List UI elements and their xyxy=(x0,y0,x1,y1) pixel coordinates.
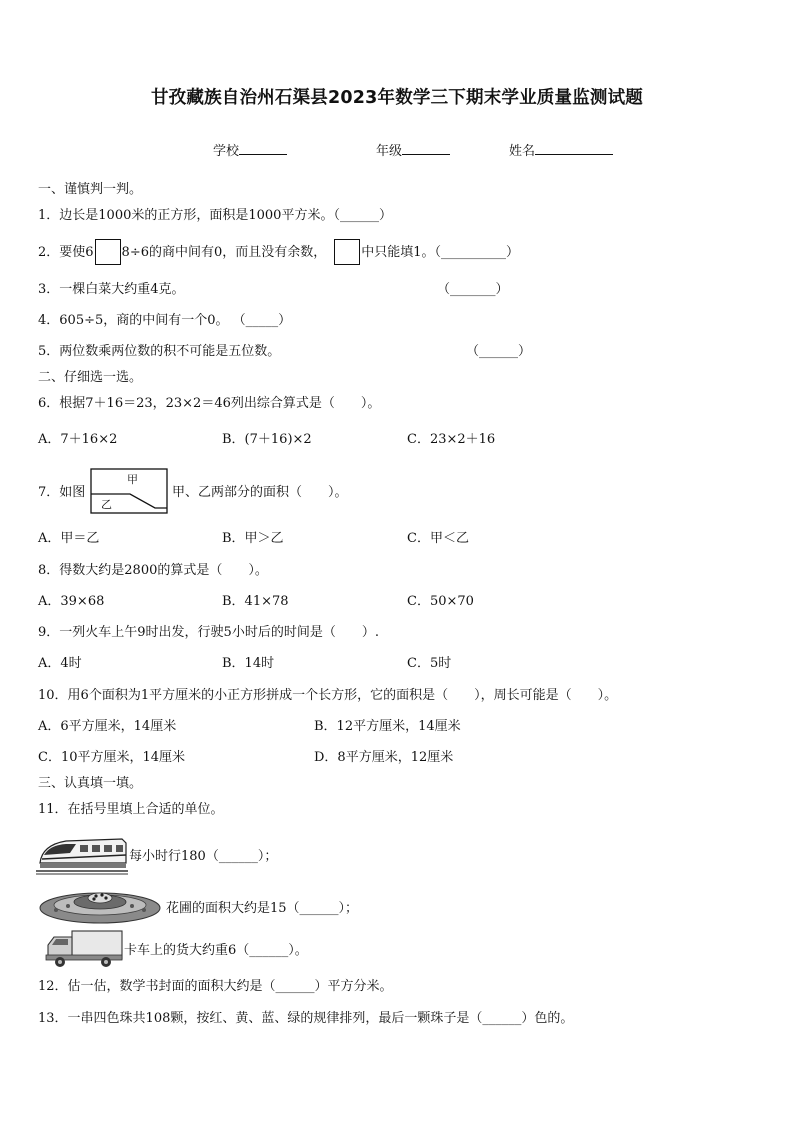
q10-option-d[interactable]: D．8平方厘米，12厘米 xyxy=(314,750,454,765)
question-12: 12．估一估，数学书封面的面积大约是（______）平方分米。 xyxy=(38,979,393,994)
q6-option-c[interactable]: C．23×2＋16 xyxy=(407,432,496,447)
q2-text-b: 8÷6的商中间有0，而且没有余数， xyxy=(121,244,327,260)
question-13: 13．一串四色珠共108颗，按红、黄、蓝、绿的规律排列，最后一颗珠子是（______）色的。 xyxy=(38,1011,574,1026)
q2-text-a: 2．要使6 xyxy=(38,244,94,260)
grade-blank[interactable] xyxy=(402,142,450,155)
q10-option-b[interactable]: B．12平方厘米，14厘米 xyxy=(314,719,461,734)
question-4: 4．605÷5，商的中间有一个0。 （_____） xyxy=(38,313,292,328)
q10-option-c[interactable]: C．10平方厘米，14厘米 xyxy=(38,750,186,765)
q11-garden-text: 花圃的面积大约是15（______）； xyxy=(166,901,359,916)
page-title: 甘孜藏族自治州石渠县2023年数学三下期末学业质量监测试题 xyxy=(150,88,643,108)
q7-text-b: 甲、乙两部分的面积（ ）。 xyxy=(172,485,348,500)
answer-box[interactable] xyxy=(334,239,360,265)
question-6: 6．根据7＋16＝23，23×2＝46列出综合算式是（ ）。 xyxy=(38,396,381,411)
garden-icon xyxy=(38,884,162,926)
q7-option-c[interactable]: C．甲＜乙 xyxy=(407,531,469,546)
question-8: 8．得数大约是2800的算式是（ ）。 xyxy=(38,563,268,578)
question-11: 11．在括号里填上合适的单位。 xyxy=(38,802,224,817)
q8-option-a[interactable]: A．39×68 xyxy=(38,594,105,609)
question-3-blank[interactable]: （_______） xyxy=(437,282,509,297)
q9-option-a[interactable]: A．4时 xyxy=(38,656,82,671)
section1-heading: 一、谨慎判一判。 xyxy=(38,182,143,197)
question-2 xyxy=(38,239,519,265)
question-10: 10．用6个面积为1平方厘米的小正方形拼成一个长方形，它的面积是（ ），周长可能是（ ）。 xyxy=(38,688,618,703)
q8-option-c[interactable]: C．50×70 xyxy=(407,594,474,609)
q11-train-text: 每小时行180（______）； xyxy=(129,849,278,864)
answer-box[interactable] xyxy=(95,239,121,265)
school-blank[interactable] xyxy=(239,142,287,155)
question-9: 9．一列火车上午9时出发，行驶5小时后的时间是（ ）. xyxy=(38,625,379,640)
q9-option-b[interactable]: B．14时 xyxy=(222,656,275,671)
train-icon xyxy=(36,833,128,877)
q10-option-a[interactable]: A．6平方厘米，14厘米 xyxy=(38,719,177,734)
question-5: 5．两位数乘两位数的积不可能是五位数。 xyxy=(38,344,281,359)
question-3: 3．一棵白菜大约重4克。 xyxy=(38,282,185,297)
q6-option-b[interactable]: B．(7＋16)×2 xyxy=(222,432,312,447)
name-blank[interactable] xyxy=(535,142,613,155)
q6-option-a[interactable]: A．7＋16×2 xyxy=(38,432,118,447)
name-field xyxy=(509,142,613,158)
q9-option-c[interactable]: C．5时 xyxy=(407,656,452,671)
q7-text-a: 7．如图 xyxy=(38,485,86,500)
figure-label-jia: 甲 xyxy=(127,473,138,486)
section2-heading: 二、仔细选一选。 xyxy=(38,370,143,385)
q7-option-a[interactable]: A．甲＝乙 xyxy=(38,531,100,546)
q7-option-b[interactable]: B．甲＞乙 xyxy=(222,531,284,546)
q2-text-c: 中只能填1。（__________） xyxy=(361,244,520,260)
grade-field xyxy=(376,142,450,158)
name-label: 姓名 xyxy=(509,144,536,159)
q11-truck-text: 卡车上的货大约重6（______）。 xyxy=(124,943,308,958)
grade-label: 年级 xyxy=(376,144,403,159)
school-field xyxy=(213,142,287,158)
question-1: 1．边长是1000米的正方形，面积是1000平方米。（______） xyxy=(38,208,392,223)
question-5-blank[interactable]: （______） xyxy=(466,344,532,359)
school-label: 学校 xyxy=(213,144,240,159)
truck-icon xyxy=(44,929,124,969)
section3-heading: 三、认真填一填。 xyxy=(38,776,143,791)
q8-option-b[interactable]: B．41×78 xyxy=(222,594,289,609)
figure-label-yi: 乙 xyxy=(101,498,112,511)
